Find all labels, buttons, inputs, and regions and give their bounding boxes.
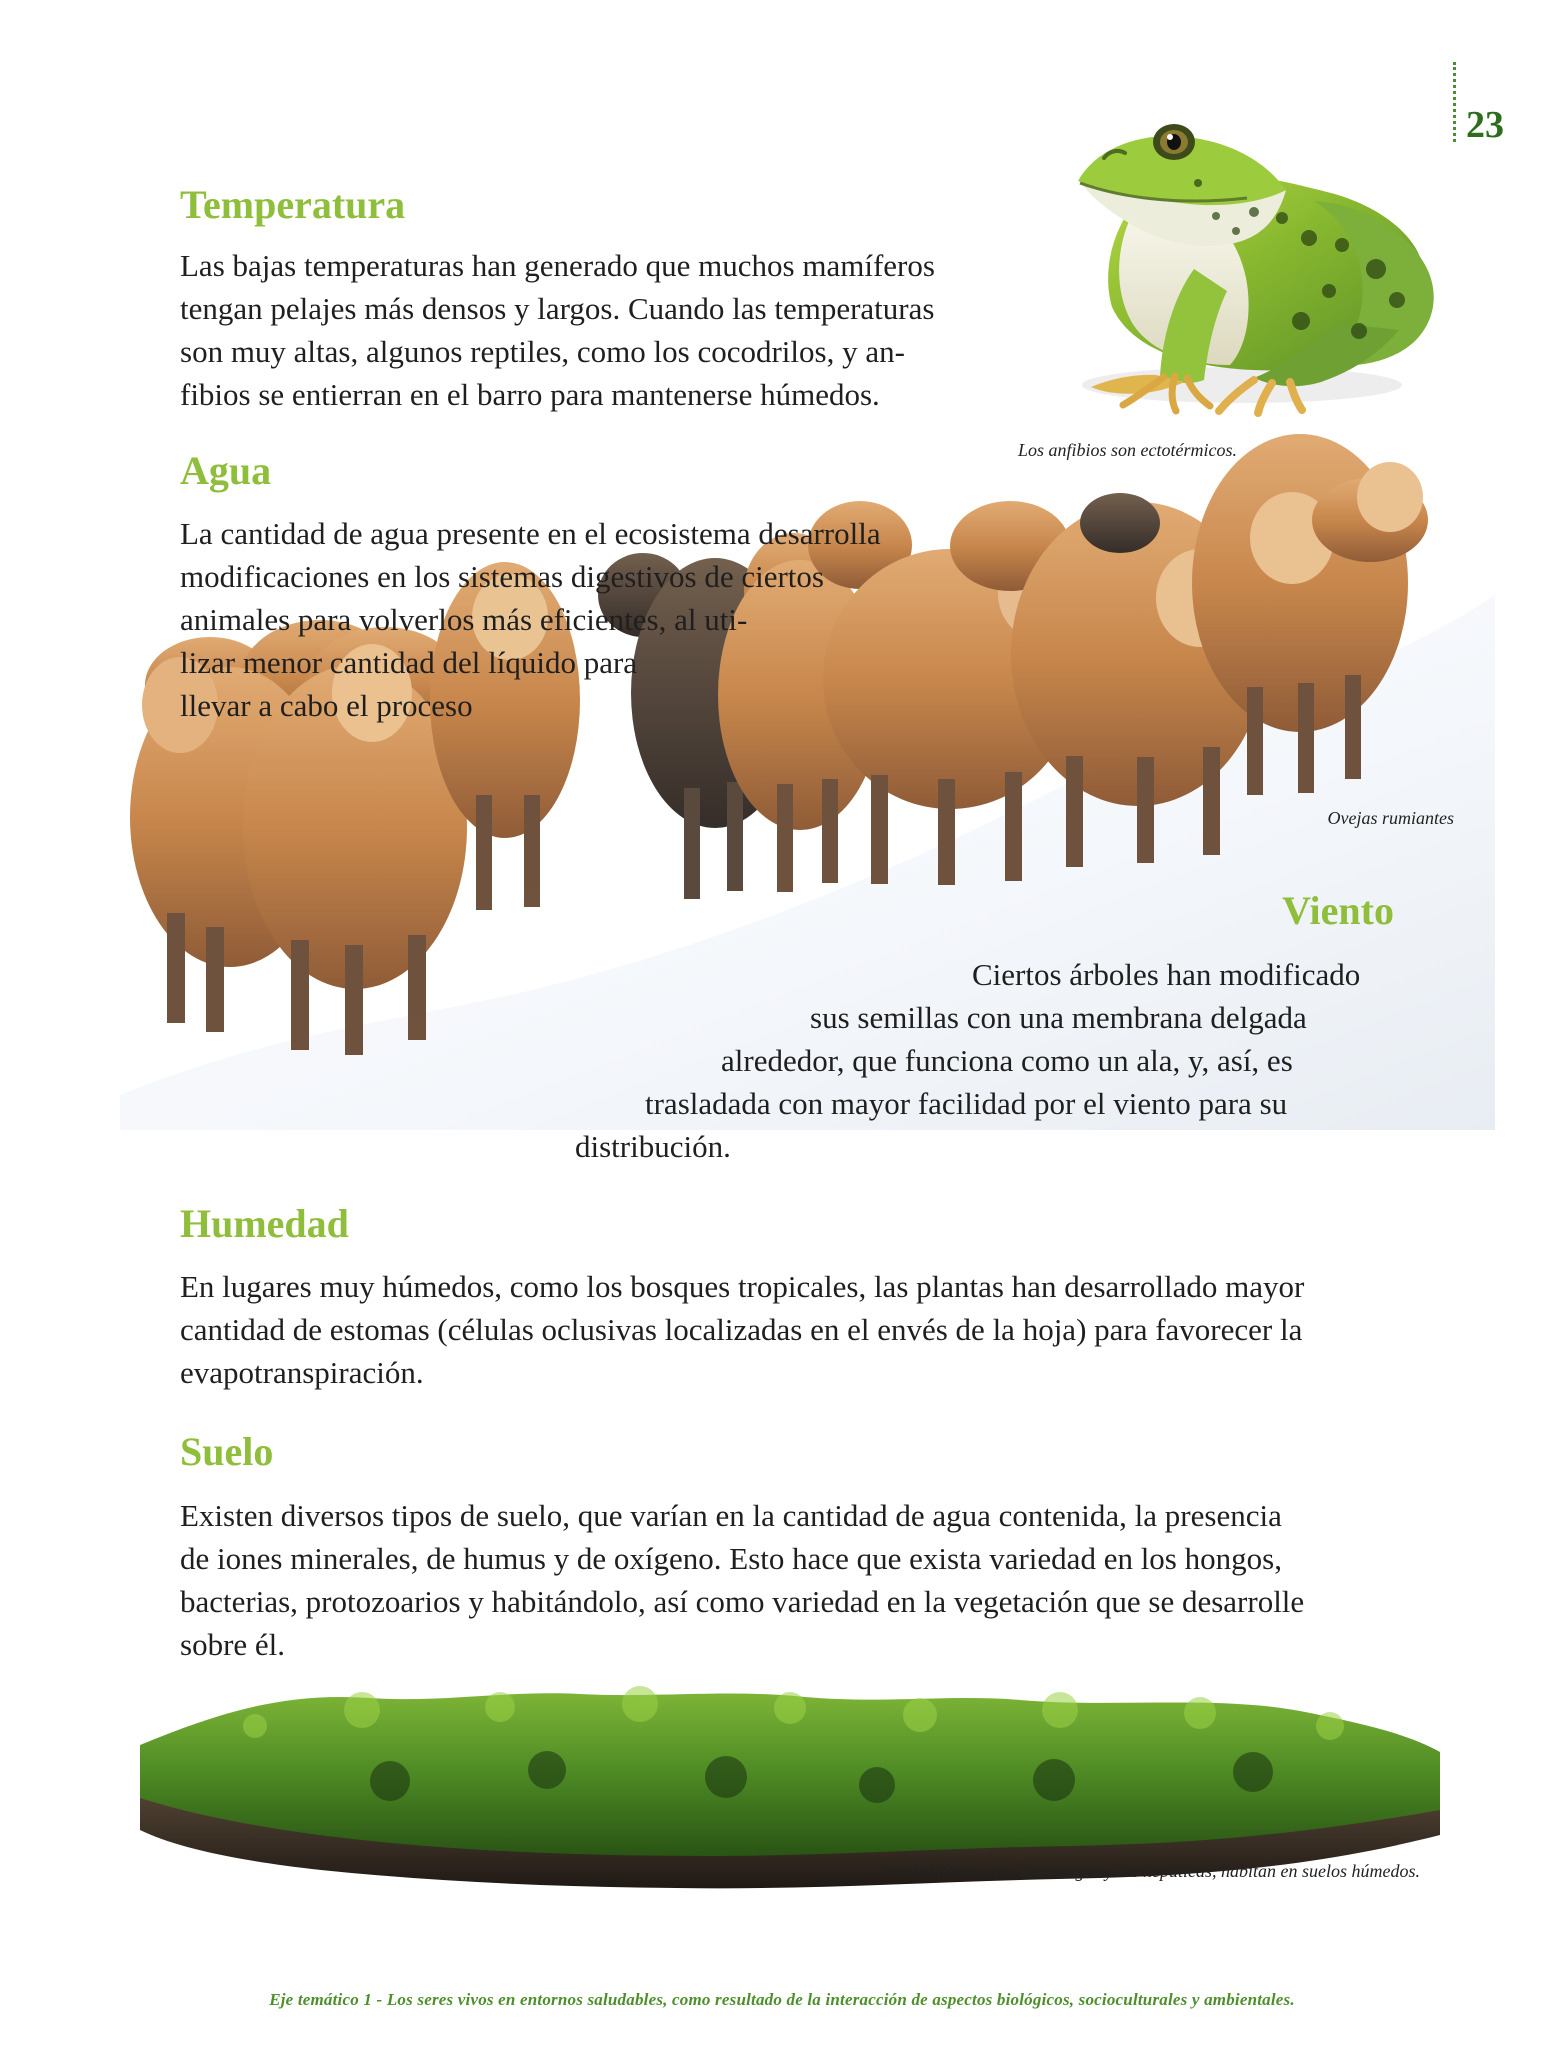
heading-agua: Agua — [180, 448, 272, 493]
paragraph-agua — [180, 512, 1000, 727]
line: lizar menor cantidad del líquido para — [180, 645, 638, 680]
line: sobre él. — [180, 1627, 286, 1662]
paragraph-viento — [575, 953, 1403, 1168]
heading-temperatura: Temperatura — [180, 182, 406, 227]
line: En lugares muy húmedos, como los bosques tropicales, las plantas han desarrollado mayor — [180, 1269, 1305, 1304]
line: trasladada con mayor facilidad por el viento para su — [645, 1086, 1288, 1121]
line: sus semillas con una membrana delgada — [810, 1000, 1307, 1035]
heading-viento: Viento — [1282, 888, 1394, 933]
line: son muy altas, algunos reptiles, como los cocodrilos, y an- — [180, 334, 905, 369]
line: La cantidad de agua presente en el ecosistema desarrolla — [180, 516, 881, 551]
dotted-divider — [1453, 62, 1456, 142]
line: Las bajas temperaturas han generado que muchos mamíferos — [180, 248, 935, 283]
line: tengan pelajes más densos y largos. Cuando las temperaturas — [180, 291, 935, 326]
line: llevar a cabo el proceso — [180, 688, 473, 723]
caption-moss: Las briófitas como los musgos y las hepáticas, habitan en suelos húmedos. — [881, 1861, 1420, 1881]
page-footer: Eje temático 1 - Los seres vivos en entornos saludables, como resultado de la interacción de aspectos biológicos, socioculturales y ambientales. — [269, 1990, 1295, 2009]
line: bacterias, protozoarios y habitándolo, así como variedad en la vegetación que se desarrolle — [180, 1584, 1305, 1619]
caption-sheep: Ovejas rumiantes — [1327, 808, 1454, 828]
line: Ciertos árboles han modificado — [972, 957, 1361, 992]
paragraph-temperatura — [180, 244, 1015, 416]
heading-suelo: Suelo — [180, 1429, 274, 1474]
line: distribución. — [575, 1129, 731, 1164]
line: fibios se entierran en el barro para mantenerse húmedos. — [180, 377, 880, 412]
line: Existen diversos tipos de suelo, que varían en la cantidad de agua contenida, la presencia — [180, 1498, 1282, 1533]
line: animales para volverlos más eficientes, al uti- — [180, 602, 748, 637]
page-number: 23 — [1466, 104, 1504, 146]
frog-illustration — [1022, 95, 1450, 415]
line: evapotranspiración. — [180, 1355, 424, 1390]
line: de iones minerales, de humus y de oxígeno. Esto hace que exista variedad en los hongos, — [180, 1541, 1282, 1576]
heading-humedad: Humedad — [180, 1201, 349, 1246]
line: modificaciones en los sistemas digestivos de ciertos — [180, 559, 824, 594]
caption-frog: Los anfibios son ectotérmicos. — [1018, 440, 1237, 460]
line: alrededor, que funciona como un ala, y, así, es — [721, 1043, 1293, 1078]
page-number-area — [1453, 62, 1504, 152]
line: cantidad de estomas (células oclusivas localizadas en el envés de la hoja) para favorecer la — [180, 1312, 1303, 1347]
paragraph-suelo — [180, 1494, 1403, 1666]
paragraph-humedad — [180, 1265, 1403, 1394]
